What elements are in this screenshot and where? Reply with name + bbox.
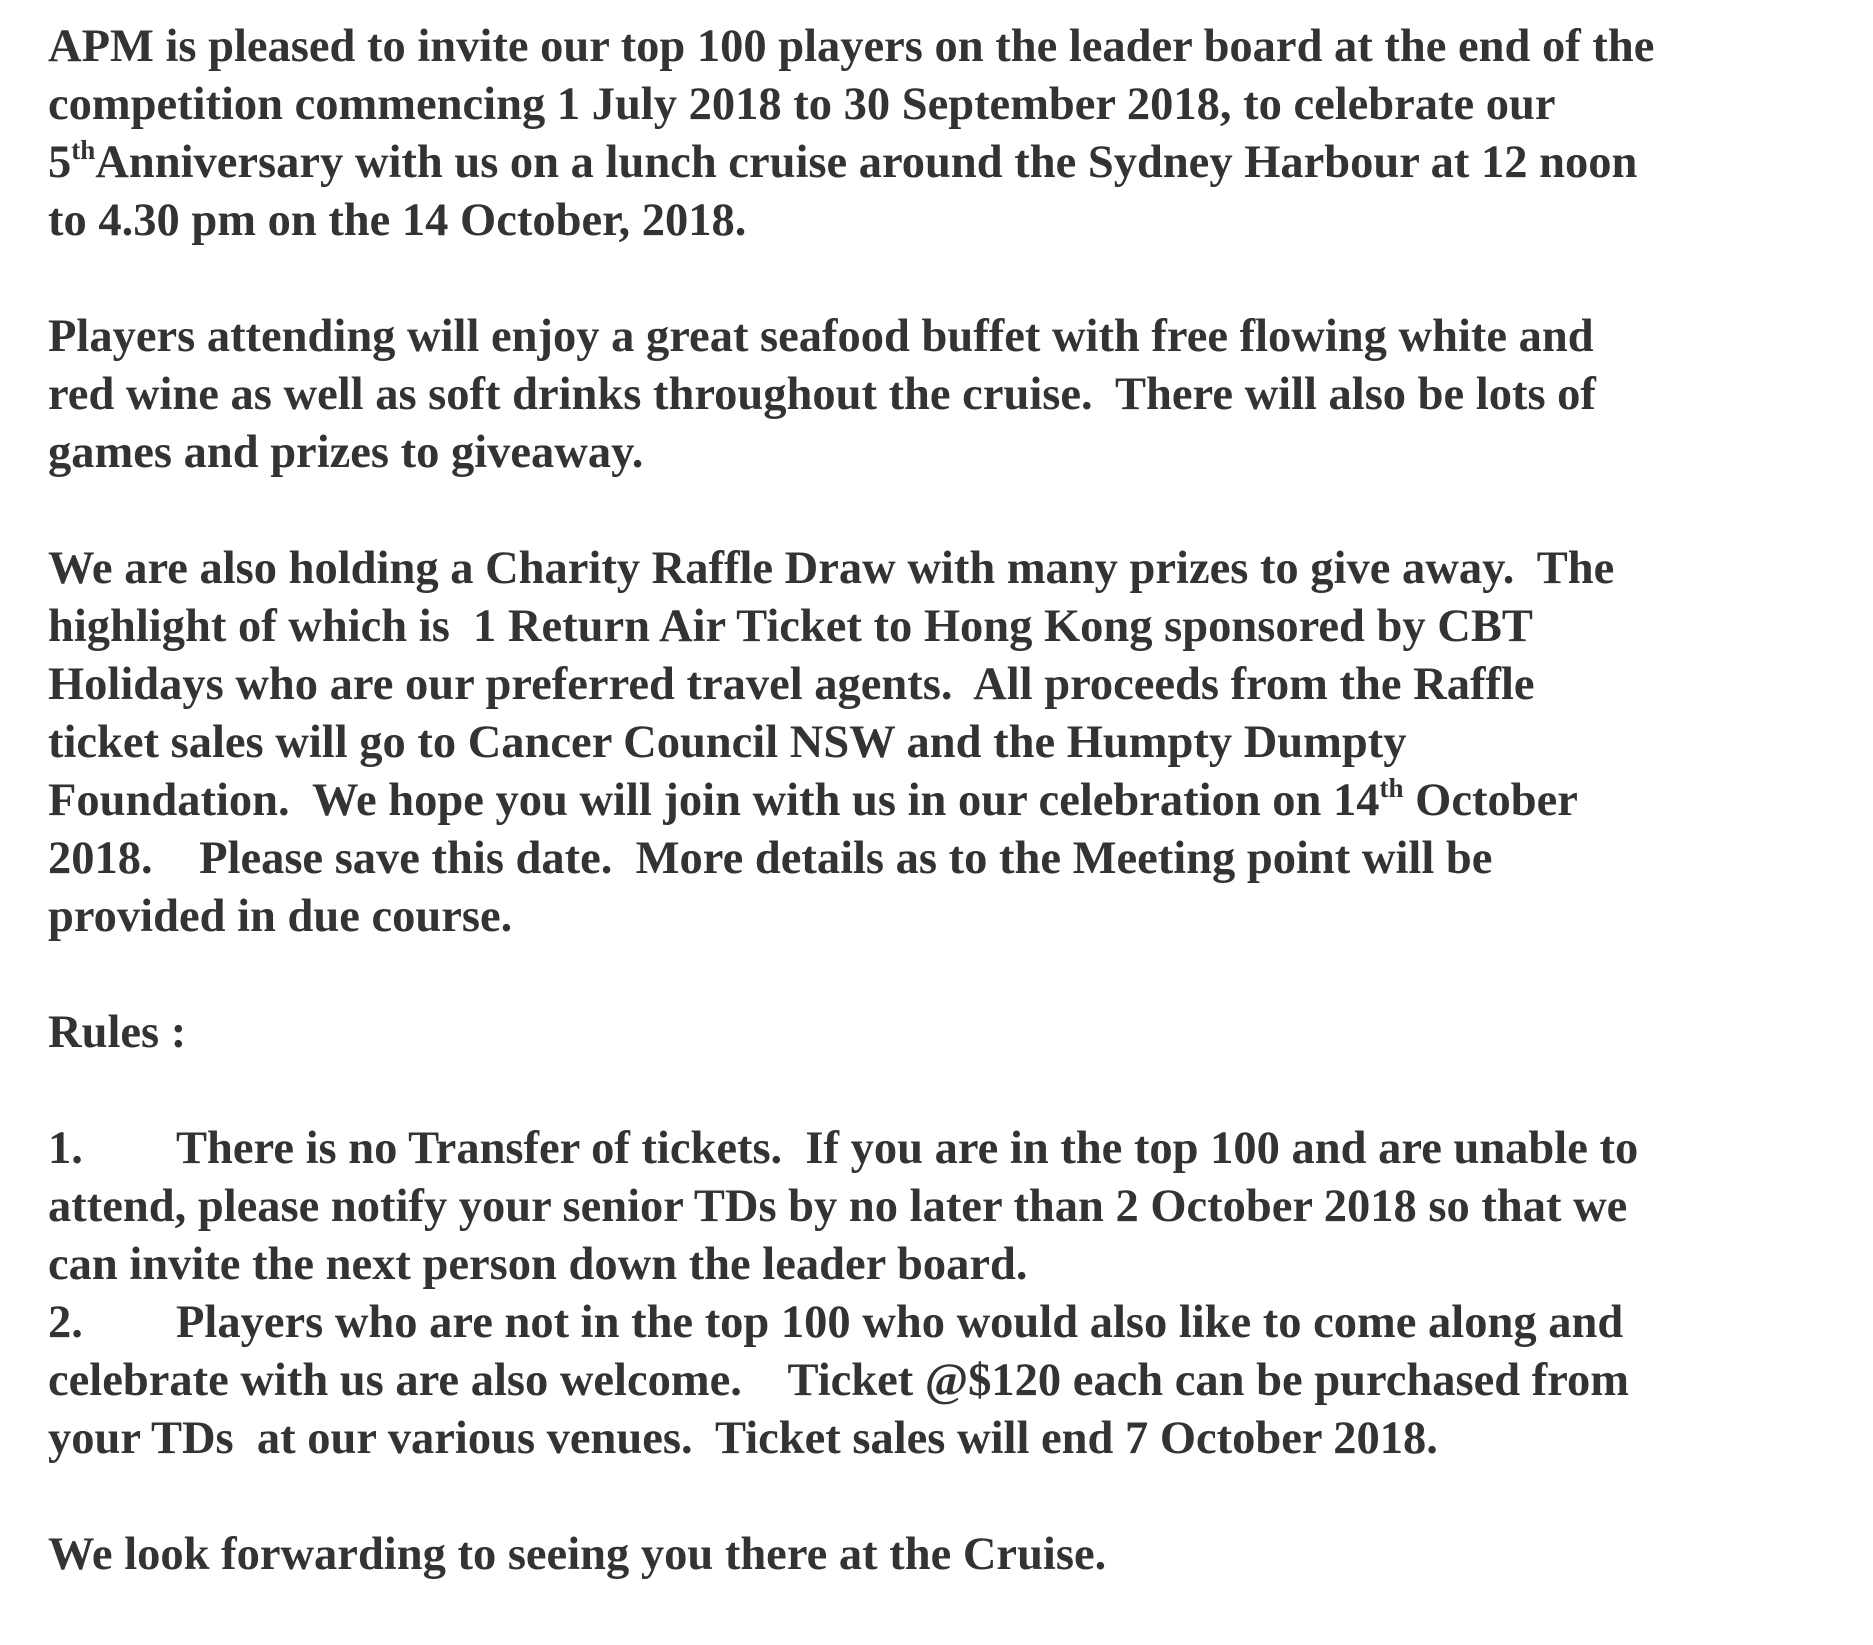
rules-heading: Rules : [48, 1007, 187, 1058]
text-segment: October [1403, 775, 1578, 826]
text-line: provided in due course. [48, 891, 513, 942]
rule-item [48, 1294, 1848, 1468]
ordinal-number: 5 [48, 137, 72, 188]
rule-number: 1. [48, 1123, 83, 1174]
rule-number: 2. [48, 1297, 83, 1348]
invitation-paragraph [48, 18, 1848, 250]
text-line: 2018. Please save this date. More details as to the Meeting point will be [48, 833, 1493, 884]
rule-item [48, 1120, 1848, 1294]
text-line: Players attending will enjoy a great seafood buffet with free flowing white and [48, 311, 1594, 362]
text-line: ticket sales will go to Cancer Council NSW and the Humpty Dumpty [48, 717, 1407, 768]
closing-line: We look forwarding to seeing you there at the Cruise. [48, 1529, 1107, 1580]
text-segment: Anniversary with us on a lunch cruise around the Sydney Harbour at 12 noon [95, 137, 1638, 188]
text-line [48, 1294, 1848, 1352]
text-segment: Foundation. We hope you will join with us in our celebration on 14 [48, 775, 1380, 826]
text-line: to 4.30 pm on the 14 October, 2018. [48, 195, 747, 246]
text-line: We are also holding a Charity Raffle Draw with many prizes to give away. The [48, 543, 1615, 594]
text-line: Holidays who are our preferred travel agents. All proceeds from the Raffle [48, 659, 1535, 710]
rules-list [48, 1120, 1848, 1468]
text-segment: Players who are not in the top 100 who would also like to come along and [176, 1297, 1624, 1348]
text-line: highlight of which is 1 Return Air Ticket to Hong Kong sponsored by CBT [48, 601, 1533, 652]
text-line: celebrate with us are also welcome. Ticket @$120 each can be purchased from [48, 1355, 1630, 1406]
text-line [48, 1120, 1848, 1178]
text-line: red wine as well as soft drinks throughout the cruise. There will also be lots of [48, 369, 1596, 420]
text-line: competition commencing 1 July 2018 to 30 September 2018, to celebrate our [48, 79, 1556, 130]
paragraph-gap [48, 1062, 1848, 1120]
text-line [48, 134, 1848, 192]
text-line: can invite the next person down the leader board. [48, 1239, 1028, 1290]
buffet-paragraph [48, 308, 1848, 482]
raffle-paragraph [48, 540, 1848, 946]
text-line: games and prizes to giveaway. [48, 427, 644, 478]
document-body [48, 18, 1848, 1584]
paragraph-gap [48, 250, 1848, 308]
text-line [48, 772, 1848, 830]
paragraph-gap [48, 482, 1848, 540]
text-segment: There is no Transfer of tickets. If you are in the top 100 and are unable to [176, 1123, 1639, 1174]
text-line: your TDs at our various venues. Ticket sales will end 7 October 2018. [48, 1413, 1438, 1464]
paragraph-gap [48, 1468, 1848, 1526]
text-line: attend, please notify your senior TDs by no later than 2 October 2018 so that we [48, 1181, 1628, 1232]
ordinal-suffix: th [71, 134, 96, 165]
paragraph-gap [48, 946, 1848, 1004]
text-line: APM is pleased to invite our top 100 players on the leader board at the end of the [48, 21, 1655, 72]
ordinal-suffix: th [1379, 772, 1404, 803]
